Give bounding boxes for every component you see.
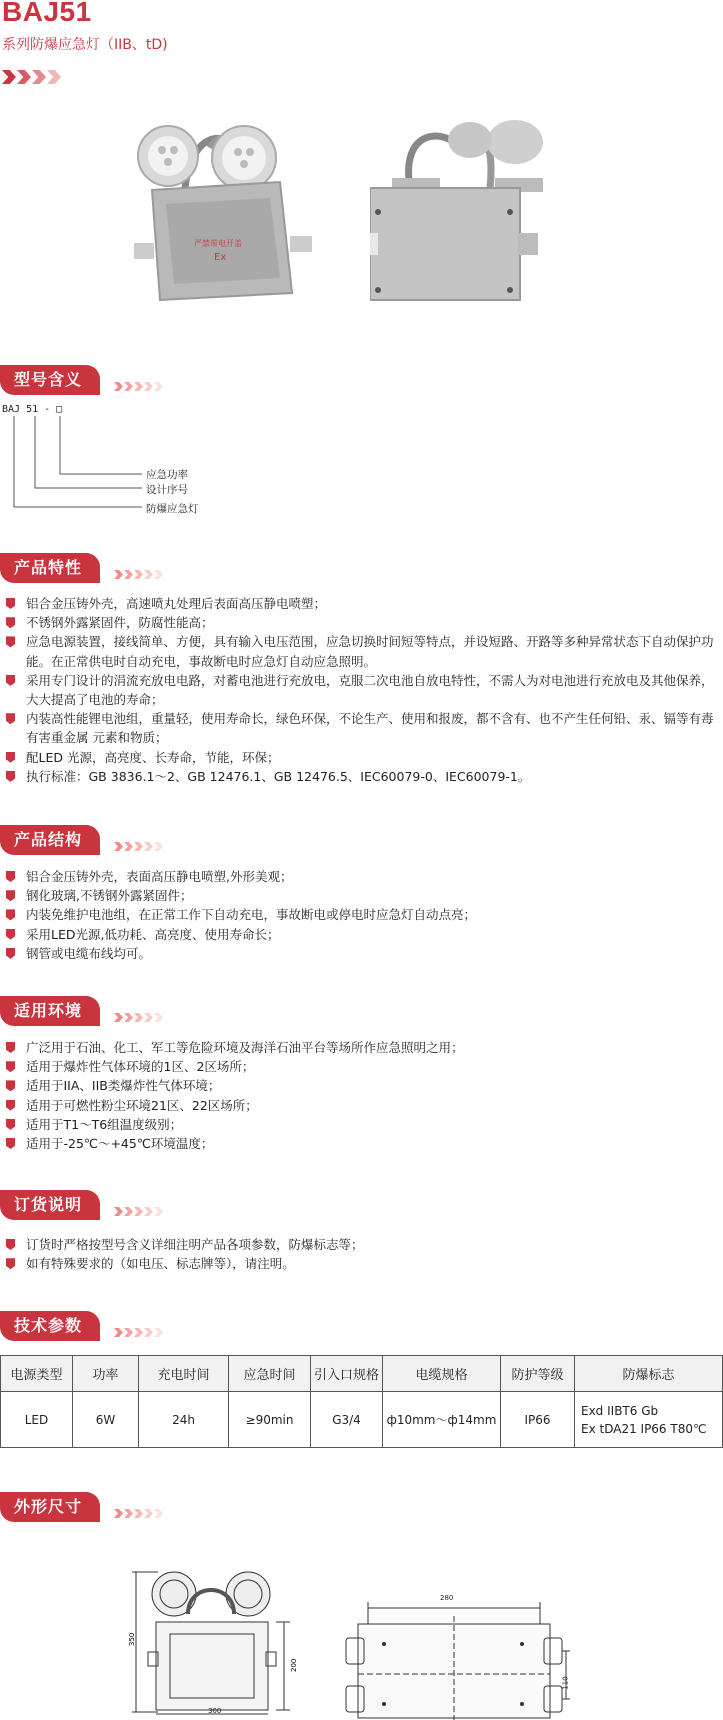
features-list	[6, 594, 718, 786]
cell-ip: IP66	[501, 1392, 575, 1448]
product-photo-back	[370, 118, 570, 338]
list-item: 适用于爆炸性气体环境的1区、2区场所；	[6, 1057, 718, 1076]
col-power-type: 电源类型	[1, 1356, 73, 1392]
section-title-order: 订货说明	[0, 1190, 100, 1220]
list-item: 铝合金压铸外壳，高速喷丸处理后表面高压静电喷塑；	[6, 594, 718, 613]
list-item: 适用于IIA、IIB类爆炸性气体环境；	[6, 1076, 718, 1095]
col-charge-time: 充电时间	[139, 1356, 229, 1392]
list-item: 钢管或电缆布线均可。	[6, 944, 718, 963]
list-item: 内装高性能锂电池组，重量轻，使用寿命长，绿色环保，不论生产、使用和报废，都不含有、也不产生任何铅、汞、镉等有毒有害重金属 元素和物质；	[6, 709, 718, 747]
table-header-row	[1, 1356, 723, 1392]
specs-table	[0, 1355, 723, 1448]
list-item: 钢化玻璃,不锈钢外露紧固件；	[6, 886, 718, 905]
list-item: 适用于-25℃～+45℃环境温度；	[6, 1134, 718, 1153]
list-item: 如有特殊要求的（如电压、标志牌等），请注明。	[6, 1254, 718, 1273]
order-list	[6, 1235, 718, 1273]
list-item: 执行标准：GB 3836.1～2、GB 12476.1、GB 12476.5、IEC60079-0、IEC60079-1。	[6, 767, 718, 786]
col-wattage: 功率	[73, 1356, 139, 1392]
section-chevrons	[114, 1509, 163, 1518]
col-inlet: 引入口规格	[311, 1356, 383, 1392]
section-title-structure: 产品结构	[0, 825, 100, 855]
list-item: 配LED 光源，高亮度、长寿命，节能，环保；	[6, 748, 718, 767]
cell-ex-mark	[575, 1392, 723, 1448]
product-photo-front	[130, 118, 350, 338]
structure-list	[6, 867, 718, 963]
ex-mark-line2: Ex tDA21 IP66 T80℃	[581, 1421, 707, 1436]
cell-wattage: 6W	[73, 1392, 139, 1448]
section-chevrons	[114, 1328, 163, 1337]
model-code: BAJ 51 - □	[2, 404, 63, 415]
cell-inlet: G3/4	[311, 1392, 383, 1448]
dimension-drawing-top	[344, 1594, 574, 1720]
section-title-model: 型号含义	[0, 365, 100, 395]
model-label-lamp: 防爆应急灯	[146, 503, 199, 515]
header-chevrons	[2, 70, 61, 84]
dim-label-body-height: 200	[290, 1658, 298, 1672]
model-label-serial: 设计序号	[146, 484, 188, 496]
page-subtitle: 系列防爆应急灯（IIB、tD)	[2, 37, 168, 53]
photo-warning-label: 严禁带电开盖	[194, 239, 242, 248]
section-chevrons	[114, 842, 163, 851]
section-title-features: 产品特性	[0, 553, 100, 583]
col-emergency-time: 应急时间	[229, 1356, 311, 1392]
page-title: BAJ51	[2, 0, 92, 27]
list-item: 铝合金压铸外壳，表面高压静电喷塑,外形美观；	[6, 867, 718, 886]
section-chevrons	[114, 570, 163, 579]
dim-label-mount-height: 110	[561, 1676, 570, 1690]
col-ex-mark: 防爆标志	[575, 1356, 723, 1392]
section-chevrons	[114, 1207, 163, 1216]
section-title-specs: 技术参数	[0, 1311, 100, 1341]
photo-ex-label: Ex	[214, 252, 227, 263]
model-label-power: 应急功率	[146, 469, 188, 481]
list-item: 适用于可燃性粉尘环境21区、22区场所；	[6, 1096, 718, 1115]
cell-charge-time: 24h	[139, 1392, 229, 1448]
list-item: 采用专门设计的涓流充放电电路，对蓄电池进行充放电，克服二次电池自放电特性，不需人为对电池进行充放电及其他保养，大大提高了电池的寿命；	[6, 671, 718, 709]
col-ip: 防护等级	[501, 1356, 575, 1392]
list-item: 采用LED光源,低功耗、高亮度、使用寿命长；	[6, 925, 718, 944]
section-title-dimensions: 外形尺寸	[0, 1492, 100, 1522]
section-title-environment: 适用环境	[0, 996, 100, 1026]
cell-cable: ф10mm～ф14mm	[383, 1392, 501, 1448]
environment-list	[6, 1038, 718, 1153]
list-item: 不锈钢外露紧固件，防腐性能高；	[6, 613, 718, 632]
dim-label-body-width: 300	[208, 1707, 222, 1715]
list-item: 应急电源装置，接线简单、方便，具有输入电压范围，应急切换时间短等特点，并设短路、开路等多种异常状态下自动保护功能。在正常供电时自动充电，事故断电时应急灯自动应急照明。	[6, 632, 718, 670]
table-row	[1, 1392, 723, 1448]
cell-emergency-time: ≥90min	[229, 1392, 311, 1448]
cell-power-type: LED	[1, 1392, 73, 1448]
col-cable: 电缆规格	[383, 1356, 501, 1392]
section-chevrons	[114, 382, 163, 391]
list-item: 适用于T1～T6组温度级别；	[6, 1115, 718, 1134]
section-chevrons	[114, 1013, 163, 1022]
list-item: 内装免维护电池组，在正常工作下自动充电，事故断电或停电时应急灯自动点亮；	[6, 905, 718, 924]
dim-label-total-height: 350	[128, 1632, 136, 1646]
ex-mark-line1: Exd IIBT6 Gb	[581, 1403, 659, 1418]
model-leader-lines	[0, 414, 160, 514]
dim-label-top-width: 280	[440, 1594, 454, 1602]
dimension-drawing-front	[128, 1562, 308, 1720]
list-item: 广泛用于石油、化工、军工等危险环境及海洋石油平台等场所作应急照明之用；	[6, 1038, 718, 1057]
list-item: 订货时严格按型号含义详细注明产品各项参数，防爆标志等；	[6, 1235, 718, 1254]
